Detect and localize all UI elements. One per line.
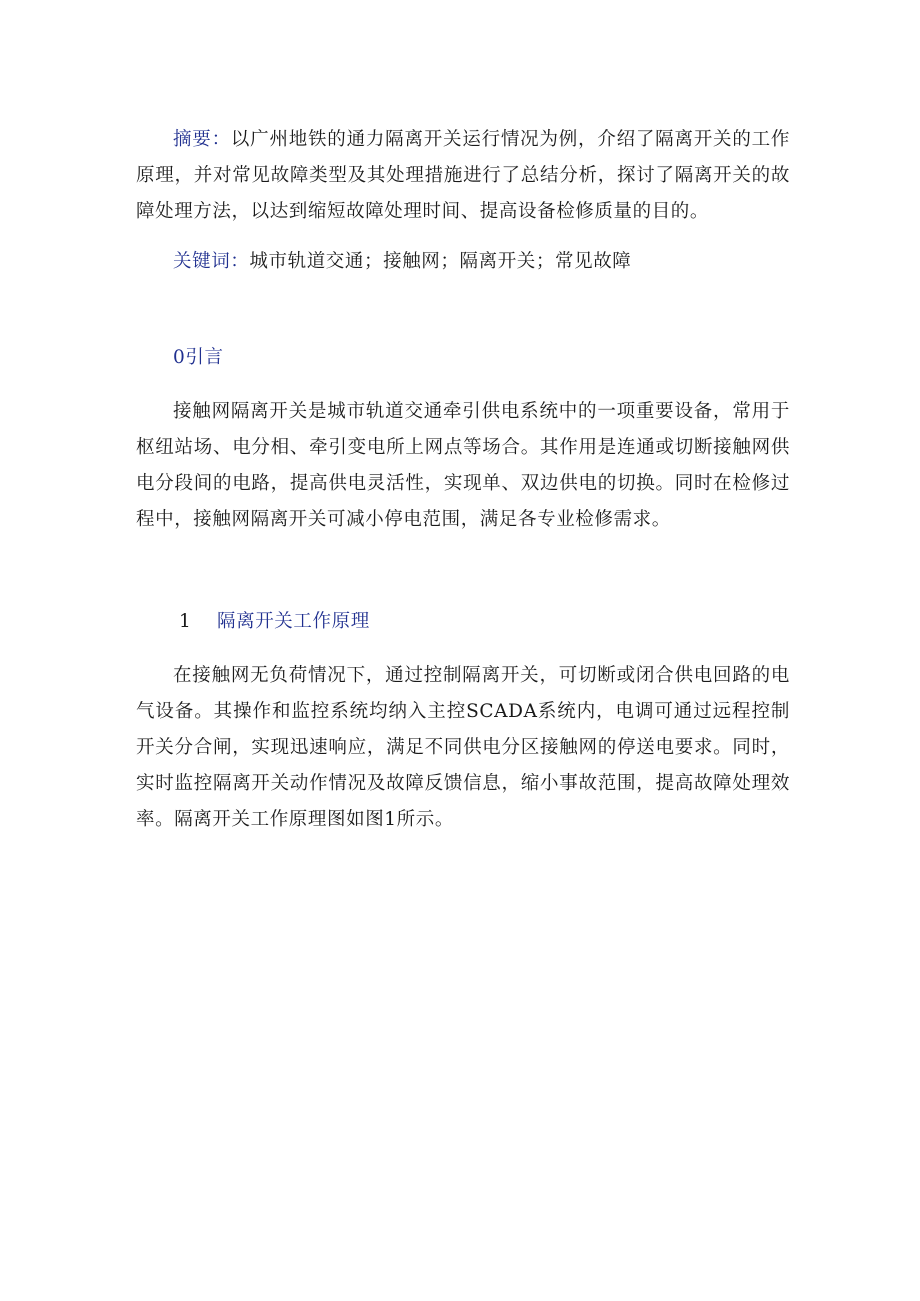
section1-heading: [136, 604, 790, 640]
section1-title: 隔离开关工作原理: [217, 611, 370, 632]
abstract-label: 摘要：: [173, 129, 231, 150]
abstract-text: 以广州地铁的通力隔离开关运行情况为例，介绍了隔离开关的工作原理，并对常见故障类型及其处理措施进行了总结分析，探讨了隔离开关的故障处理方法，以达到缩短故障处理时间、提高设备检修质量的目的。: [136, 129, 790, 222]
keywords-text: 城市轨道交通；接触网；隔离开关；常见故障: [249, 251, 632, 272]
section1-body: 在接触网无负荷情况下，通过控制隔离开关，可切断或闭合供电回路的电气设备。其操作和监控系统均纳入主控SCADA系统内，电调可通过远程控制开关分合闸，实现迅速响应，满足不同供电分区接触网的停送电要求。同时，实时监控隔离开关动作情况及故障反馈信息，缩小事故范围，提高故障处理效率。隔离开关工作原理图如图1所示。: [136, 665, 790, 830]
abstract-paragraph: [136, 122, 790, 230]
document-page: [136, 122, 790, 838]
section1-number: 1: [179, 611, 192, 632]
keywords-paragraph: [136, 244, 790, 280]
section0-body: 接触网隔离开关是城市轨道交通牵引供电系统中的一项重要设备，常用于枢纽站场、电分相、牵引变电所上网点等场合。其作用是连通或切断接触网供电分段间的电路，提高供电灵活性，实现单、双边供电的切换。同时在检修过程中，接触网隔离开关可减小停电范围，满足各专业检修需求。: [136, 401, 790, 530]
keywords-label: 关键词：: [173, 251, 250, 272]
section0-heading: 0引言: [173, 347, 224, 368]
